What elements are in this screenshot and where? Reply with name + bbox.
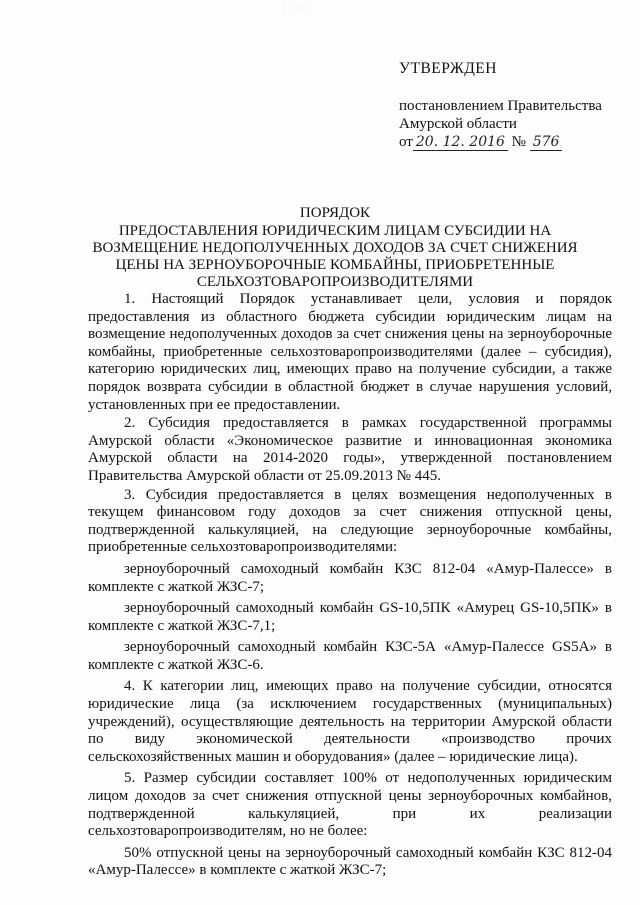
number-prefix: № [511, 134, 526, 150]
title-line-1: ПОРЯДОК [299, 205, 371, 221]
document-title [80, 205, 590, 291]
paragraph-5: 5. Размер субсидии составляет 100% от недополученных юридическим лицом доходов за счет снижения отпускной цены зерноуборочных комбайнов, подтвержденной калькуляцией, при их реализации сельхозтоваропроизводителям, но не более: [88, 770, 612, 840]
approval-line-2: Амурской области [399, 116, 517, 132]
paragraph-4: 4. К категории лиц, имеющих право на получение субсидии, относятся юридические лица (за исключением государственных (муниципальных) учреждений), осуществляющие деятельность на территории Амурской области по виду экономической деятельности «производство прочих сельскохозяйственных машин и оборудования» (далее – юридические лица). [88, 678, 612, 765]
document-body [88, 291, 612, 881]
paragraph-3: 3. Субсидия предоставляется в целях возмещения недополученных в текущем финансовом году доходов за счет снижения отпускной цены, подтвержденной калькуляцией, на следующие зерноуборочные комбайны, приобретенные сельхозтоваропроизводителями: [88, 486, 612, 556]
scan-artifact: · · · · [283, 4, 314, 13]
approval-date-row [399, 133, 629, 151]
paragraph-1: 1. Настоящий Порядок устанавливает цели, условия и порядок предоставления из областного бюджета субсидии юридическим лицам на возмещение недополученных доходов за счет снижения цены на зерноуборочные комбайны, приобретенные сельхозтоваропроизводителями (далее – субсидия), категорию юридических лиц, имеющих право на получение субсидии, а также порядок возврата субсидии в областной бюджет в случае нарушения условий, установленных при ее предоставлении. [88, 291, 612, 413]
list-item-combine-1: зерноуборочный самоходный комбайн КЗС 812-04 «Амур-Палессе» в комплекте с жаткой ЖЗС-7; [88, 560, 612, 595]
paragraph-2: 2. Субсидия предоставляется в рамках государственной программы Амурской области «Экономическое развитие и инновационная экономика Амурской области на 2014-2020 годы», утвержденной постановлением Правительства Амурской области от 25.09.2013 № 445. [88, 415, 612, 484]
date-prefix: от [399, 134, 413, 150]
handwritten-number: 576 [530, 134, 563, 151]
handwritten-date: 20. 12. 2016 [413, 134, 508, 151]
title-line-2: ПРЕДОСТАВЛЕНИЯ ЮРИДИЧЕСКИМ ЛИЦАМ СУБСИДИИ НА ВОЗМЕЩЕНИЕ НЕДОПОЛУЧЕННЫХ ДОХОДОВ ЗА СЧЕТ СНИЖЕНИЯ ЦЕНЫ НА ЗЕРНОУБОРОЧНЫЕ КОМБАЙНЫ, ПРИОБРЕТЕННЫЕ СЕЛЬХОЗТОВАРОПРОИЗВОДИТЕЛЯМИ [92, 223, 578, 290]
approval-stamp [399, 60, 629, 151]
list-item-combine-2: зерноуборочный самоходный комбайн GS-10,5ПК «Амурец GS-10,5ПК» в комплекте с жаткой ЖЗС-7,1; [88, 600, 612, 634]
approval-heading: УТВЕРЖДЕН [399, 60, 497, 77]
approval-line-1: постановлением Правительства [399, 98, 602, 114]
list-item-limit-1: 50% отпускной цены на зерноуборочный самоходный комбайн КЗС 812-04 «Амур-Палессе» в комплекте с жаткой ЖЗС-7; [88, 844, 612, 879]
list-item-combine-3: зерноуборочный самоходный комбайн КЗС-5А «Амур-Палессе GS5А» в комплекте с жаткой ЖЗС-6. [88, 639, 612, 673]
